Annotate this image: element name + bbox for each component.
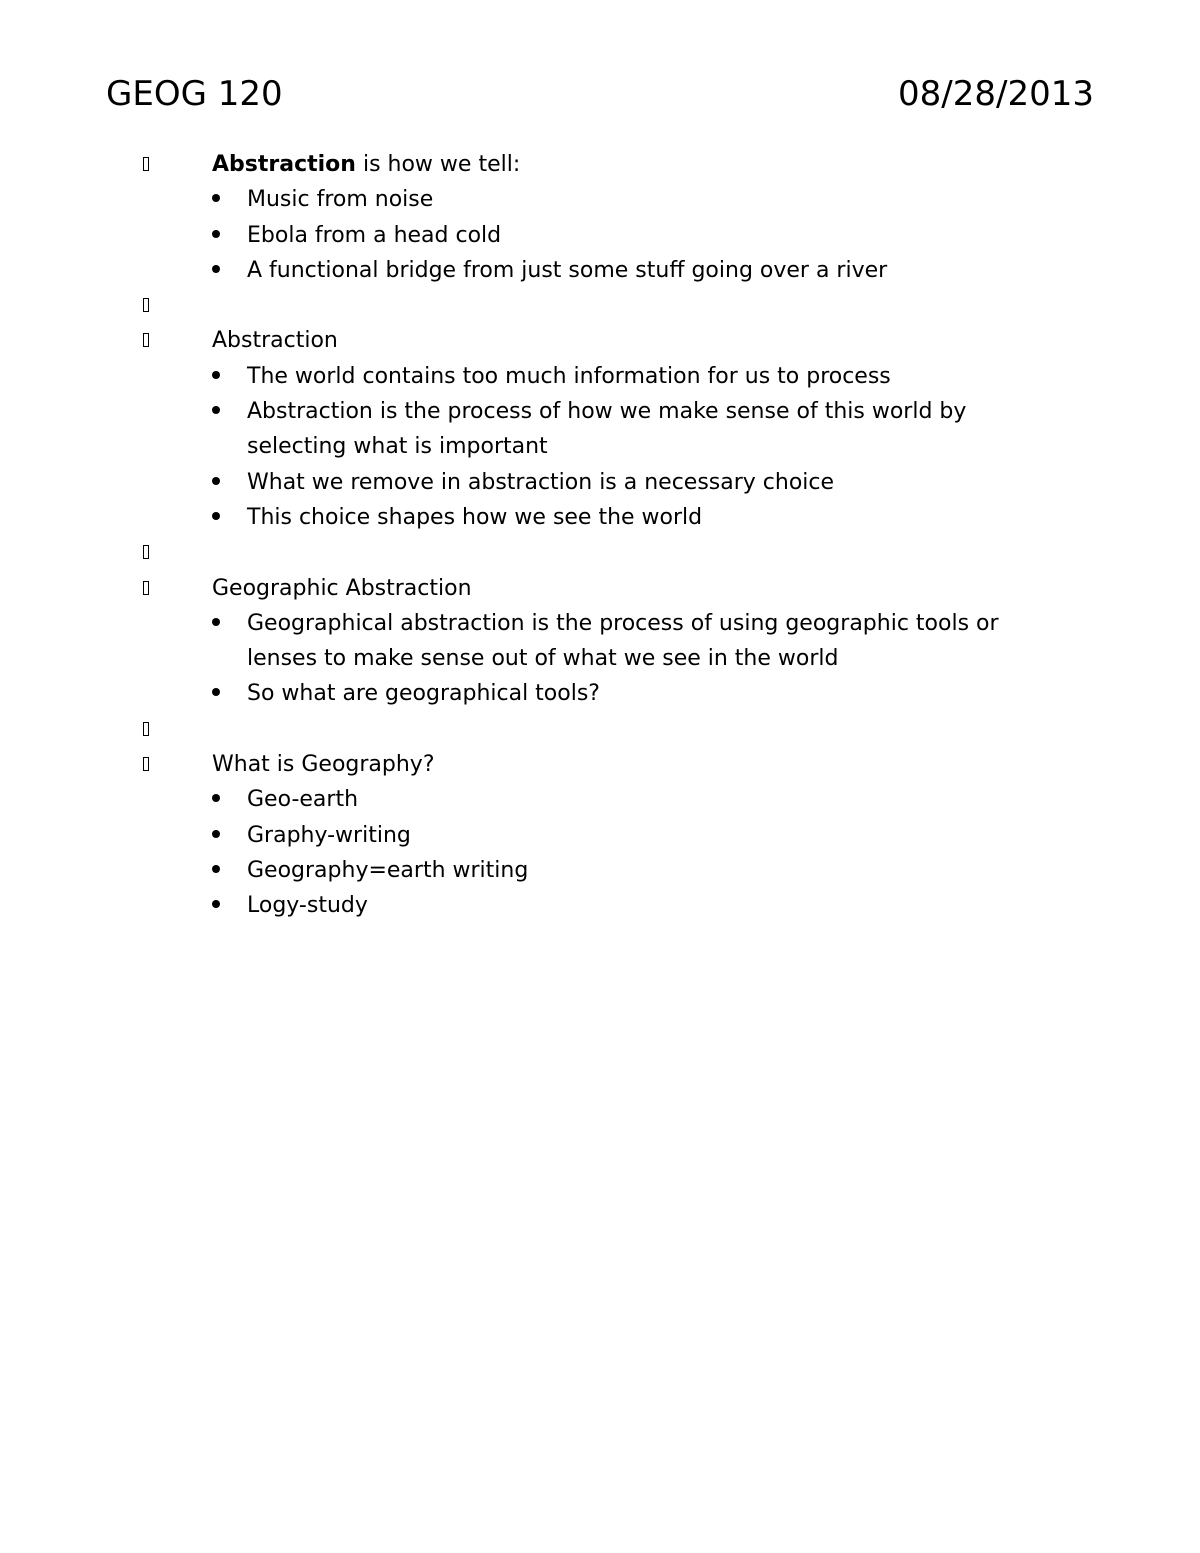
bullet-icon xyxy=(212,265,220,273)
list-item xyxy=(0,359,1200,394)
missing-glyph-icon xyxy=(143,333,149,347)
bullet-icon xyxy=(212,230,220,238)
list-item xyxy=(0,676,1200,711)
list-item xyxy=(0,182,1200,217)
missing-glyph-icon xyxy=(143,545,149,559)
heading-text: Abstraction xyxy=(212,328,338,354)
missing-glyph-icon xyxy=(143,157,149,171)
bullet-icon xyxy=(212,512,220,520)
course-title: GEOG 120 xyxy=(106,74,283,114)
list-item-text: Ebola from a head cold xyxy=(247,222,502,248)
list-item-text: Abstraction is the process of how we make sense of this world by selecting what is important xyxy=(247,399,967,460)
list-item xyxy=(0,500,1200,535)
missing-glyph-icon xyxy=(143,581,149,595)
section-heading xyxy=(0,323,1200,358)
list-item-text: Geo-earth xyxy=(247,787,359,813)
section-heading xyxy=(0,747,1200,782)
page-header xyxy=(106,72,1094,116)
note-date: 08/28/2013 xyxy=(898,74,1094,114)
list-item-text: The world contains too much information for us to process xyxy=(247,363,891,389)
bullet-icon xyxy=(212,371,220,379)
list-item xyxy=(0,465,1200,500)
empty-line xyxy=(0,712,1200,747)
section-heading xyxy=(0,571,1200,606)
list-item xyxy=(0,253,1200,288)
list-item-text: A functional bridge from just some stuff going over a river xyxy=(247,257,888,283)
bullet-icon xyxy=(212,794,220,802)
list-item-text: Geographical abstraction is the process of using geographic tools or lenses to make sense out of what we see in the world xyxy=(247,610,999,672)
empty-line xyxy=(0,535,1200,570)
list-item-text: Graphy-writing xyxy=(247,822,411,848)
list-item-text: So what are geographical tools? xyxy=(247,681,600,707)
missing-glyph-icon xyxy=(143,757,149,771)
bullet-icon xyxy=(212,477,220,485)
list-item-text: This choice shapes how we see the world xyxy=(247,504,703,530)
list-item xyxy=(0,606,1200,677)
heading-text: Geographic Abstraction xyxy=(212,575,472,601)
heading-bold-term: Abstraction xyxy=(212,152,356,177)
bullet-icon xyxy=(212,688,220,696)
bullet-icon xyxy=(212,618,220,626)
list-item-text: Geography=earth writing xyxy=(247,857,529,883)
notes-content xyxy=(0,147,1200,924)
bullet-icon xyxy=(212,900,220,908)
bullet-icon xyxy=(212,194,220,202)
list-item xyxy=(0,394,1200,465)
list-item xyxy=(0,782,1200,817)
list-item xyxy=(0,218,1200,253)
list-item xyxy=(0,853,1200,888)
section-heading xyxy=(0,147,1200,182)
missing-glyph-icon xyxy=(143,722,149,736)
bullet-icon xyxy=(212,406,220,414)
list-item-text: What we remove in abstraction is a necessary choice xyxy=(247,469,835,495)
list-item-text: Music from noise xyxy=(247,187,434,213)
missing-glyph-icon xyxy=(143,298,149,312)
list-item-text: Logy-study xyxy=(247,893,368,919)
list-item xyxy=(0,888,1200,923)
empty-line xyxy=(0,288,1200,323)
bullet-icon xyxy=(212,830,220,838)
bullet-icon xyxy=(212,865,220,873)
heading-text: What is Geography? xyxy=(212,752,435,778)
heading-text: is how we tell: xyxy=(355,152,521,177)
list-item xyxy=(0,818,1200,853)
